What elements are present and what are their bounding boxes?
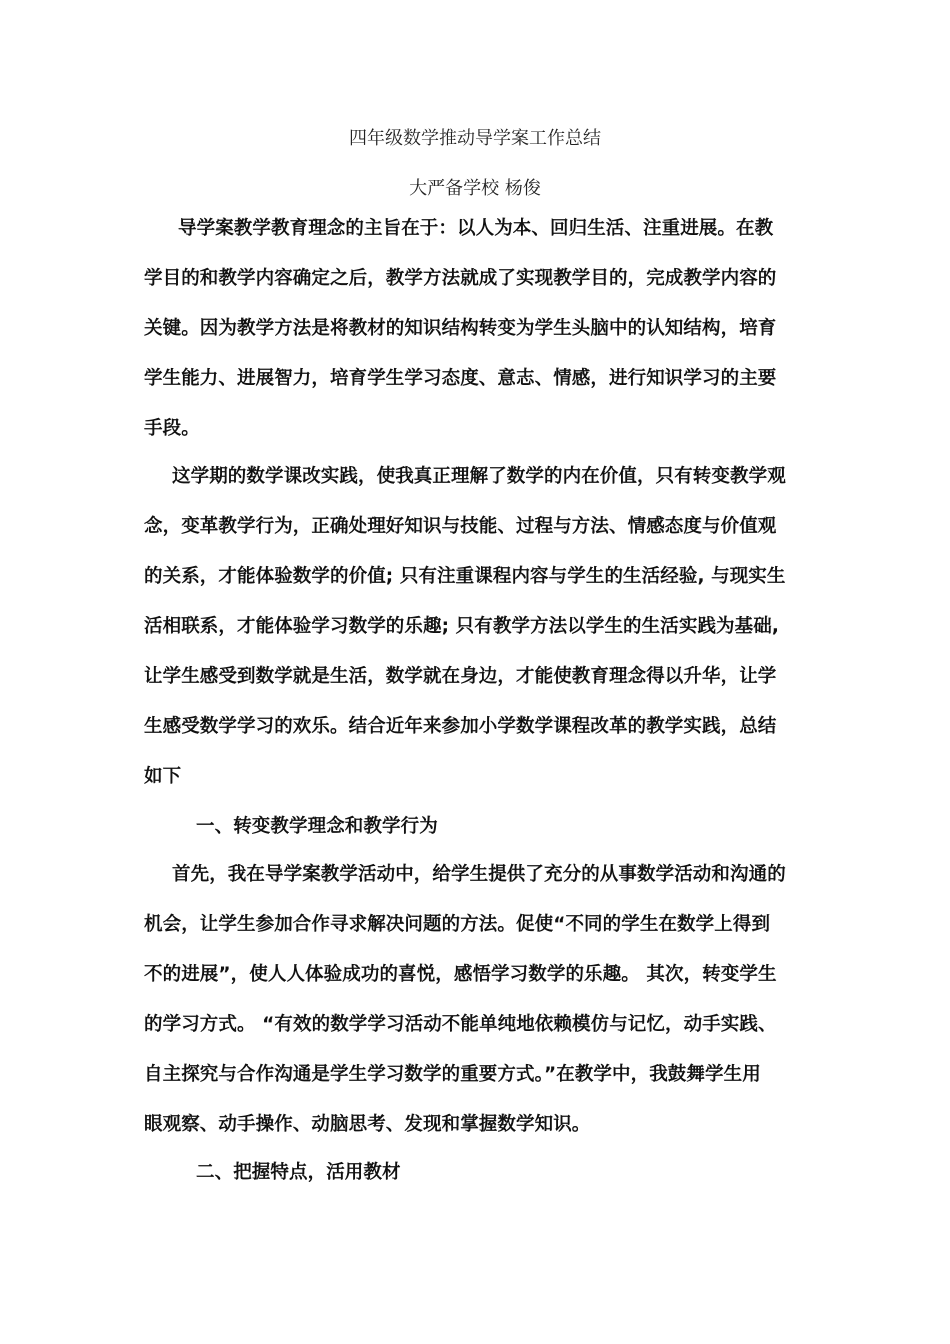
paragraph-line: 眼观察、动手操作、动脑思考、发现和掌握数学知识。	[144, 1114, 591, 1135]
paragraph-line: 自主探究与合作沟通是学生学习数学的重要方式。”在教学中，我鼓舞学生用	[144, 1064, 761, 1085]
paragraph-line: 手段。	[144, 418, 200, 439]
document-title: 四年级数学推动导学案工作总结	[349, 128, 601, 149]
paragraph-line: 关键。因为教学方法是将教材的知识结构转变为学生头脑中的认知结构，培育	[144, 318, 777, 339]
paragraph-line: 机会，让学生参加合作寻求解决问题的方法。促使“不同的学生在数学上得到	[144, 914, 771, 935]
section-heading: 一、转变教学理念和教学行为	[196, 816, 438, 837]
document-author: 大严备学校 杨俊	[409, 178, 541, 199]
section-heading: 二、把握特点，活用教材	[196, 1162, 401, 1183]
paragraph-line: 这学期的数学课改实践，使我真正理解了数学的内在价值，只有转变教学观	[172, 466, 786, 487]
paragraph-line: 学生能力、进展智力，培育学生学习态度、意志、情感，进行知识学习的主要	[144, 368, 777, 389]
paragraph-line: 活相联系，才能体验学习数学的乐趣; 只有教学方法以学生的生活实践为基础,	[144, 616, 779, 637]
paragraph-line: 导学案教学教育理念的主旨在于：以人为本、回归生活、注重进展。在教	[178, 218, 774, 239]
paragraph-line: 学目的和教学内容确定之后，教学方法就成了实现教学目的，完成教学内容的	[144, 268, 777, 289]
paragraph-line: 如下	[144, 766, 182, 787]
paragraph-line: 不的进展”，使人人体验成功的喜悦，感悟学习数学的乐趣。 其次，转变学生	[144, 964, 777, 985]
paragraph-line: 的学习方式。 “有效的数学学习活动不能单纯地依赖模仿与记忆，动手实践、	[144, 1014, 777, 1035]
paragraph-line: 首先，我在导学案教学活动中，给学生提供了充分的从事数学活动和沟通的	[172, 864, 786, 885]
paragraph-line: 让学生感受到数学就是生活，数学就在身边，才能使教育理念得以升华，让学	[144, 666, 777, 687]
paragraph-line: 念，变革教学行为，正确处理好知识与技能、过程与方法、情感态度与价值观	[144, 516, 777, 537]
paragraph-line: 生感受数学学习的欢乐。结合近年来参加小学数学课程改革的教学实践，总结	[144, 716, 777, 737]
paragraph-line: 的关系，才能体验数学的价值; 只有注重课程内容与学生的生活经验, 与现实生	[144, 566, 786, 587]
